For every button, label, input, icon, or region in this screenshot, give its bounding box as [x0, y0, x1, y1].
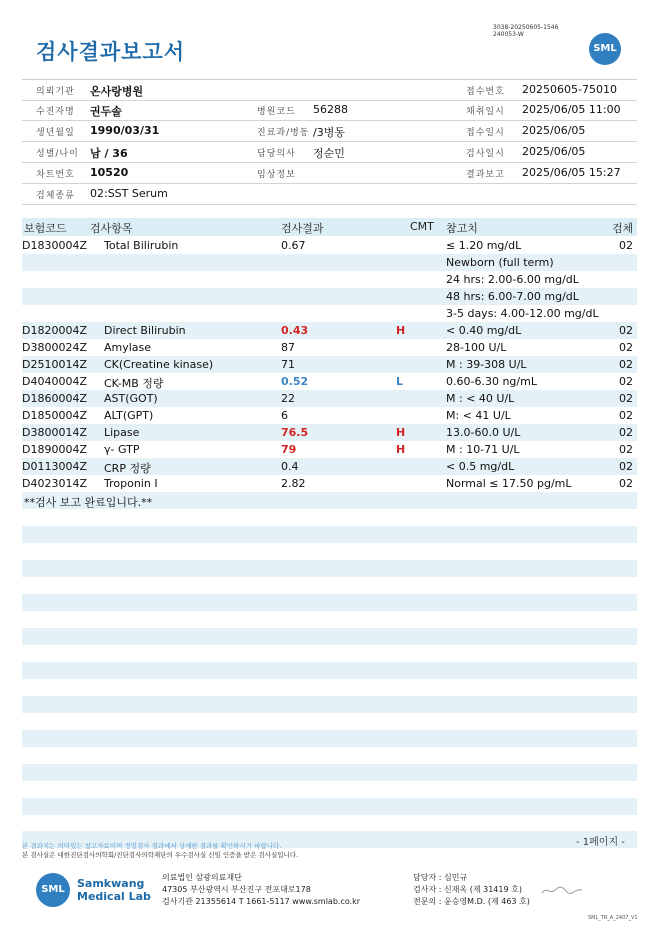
- row-reference: ≤ 1.20 mg/dL: [446, 239, 522, 252]
- doctor-value: 정순민: [313, 147, 345, 160]
- row-reference: Newborn (full term): [446, 256, 554, 269]
- row-test-name: ALT(GPT): [104, 409, 154, 422]
- row-test-name: Lipase: [104, 426, 140, 439]
- table-row: [22, 390, 637, 407]
- header-reference: 참고치: [446, 222, 478, 235]
- info-row-sex-age: [22, 142, 637, 163]
- table-row: [22, 339, 637, 356]
- table-row: [22, 288, 637, 305]
- row-test-name: CK(Creatine kinase): [104, 358, 214, 371]
- row-result: 22: [281, 392, 295, 405]
- row-reference: M : 10-71 U/L: [446, 443, 520, 456]
- row-flag: H: [396, 324, 406, 337]
- row-reference: < 0.5 mg/dL: [446, 460, 515, 473]
- specialist-value: 윤승영M.D. (제 463 호): [443, 897, 530, 906]
- examiner-value: 신재옥 (제 31419 호): [443, 885, 522, 894]
- row-code: D1890004Z: [22, 443, 87, 456]
- info-row-hospital: [22, 79, 637, 101]
- row-code: D0113004Z: [22, 460, 87, 473]
- specimen-label: 검체종류: [36, 191, 75, 201]
- row-code: D3800014Z: [22, 426, 87, 439]
- form-version: SML_TR_A_2407_V1: [588, 915, 638, 921]
- specimen-value: 02:SST Serum: [90, 187, 168, 200]
- receipt-no-label: 접수번호: [466, 87, 505, 97]
- document-id-line2: 240053-W: [493, 31, 524, 38]
- name-value: 권두솔: [90, 105, 122, 118]
- document-id-line1: 3038-20250605-1546: [493, 24, 559, 31]
- row-reference: M: < 41 U/L: [446, 409, 511, 422]
- row-specimen: 02: [619, 392, 633, 405]
- row-specimen: 02: [619, 426, 633, 439]
- table-row: [22, 254, 637, 271]
- specialist-label: 전문의 :: [413, 897, 442, 906]
- hospital-value: 온사랑병원: [90, 85, 144, 98]
- header-test-name: 검사항목: [90, 222, 133, 235]
- row-specimen: 02: [619, 460, 633, 473]
- handler-value: 심민규: [443, 873, 468, 882]
- row-code: D4040004Z: [22, 375, 87, 388]
- row-flag: H: [396, 443, 406, 456]
- row-result: 0.52: [281, 375, 309, 388]
- dept-value: /3병동: [313, 126, 345, 139]
- row-reference: 13.0-60.0 U/L: [446, 426, 521, 439]
- header-specimen: 검체: [612, 222, 634, 235]
- row-result: 6: [281, 409, 288, 422]
- row-result: 0.43: [281, 324, 309, 337]
- info-row-specimen: [22, 184, 637, 205]
- row-result: 79: [281, 443, 297, 456]
- row-code: D1850004Z: [22, 409, 87, 422]
- table-row: [22, 458, 637, 475]
- table-row: [22, 407, 637, 424]
- org-contact: 검사기관 21355614 T 1661-5117 www.smlab.co.kr: [162, 897, 361, 906]
- table-row: [22, 373, 637, 390]
- row-result: 87: [281, 341, 295, 354]
- info-row-chart: [22, 163, 637, 184]
- empty-band: [22, 628, 637, 645]
- row-reference: M : 39-308 U/L: [446, 358, 527, 371]
- empty-band: [22, 662, 637, 679]
- row-code: D3800024Z: [22, 341, 87, 354]
- header-code: 보험코드: [24, 222, 67, 235]
- header-cmt: CMT: [410, 220, 434, 233]
- row-result: 0.67: [281, 239, 306, 252]
- footer-notice-2: 본 검사실은 대한진단검사의학회/진단검사의학재단의 우수검사실 신임 인증을 받은 검사실입니다.: [22, 851, 299, 859]
- completion-note: **검사 보고 완료입니다.**: [24, 496, 153, 509]
- collected-value: 2025/06/05 11:00: [522, 103, 621, 116]
- row-specimen: 02: [619, 443, 633, 456]
- sml-logo: SML: [589, 33, 621, 65]
- row-reference: 0.60-6.30 ng/mL: [446, 375, 537, 388]
- footer-brand: [77, 877, 151, 903]
- table-row: [22, 441, 637, 458]
- row-reference: 3-5 days: 4.00-12.00 mg/dL: [446, 307, 599, 320]
- table-row: [22, 424, 637, 441]
- staff-info: [413, 872, 530, 908]
- row-specimen: 02: [619, 375, 633, 388]
- name-label: 수진자명: [36, 107, 75, 117]
- row-reference: 28-100 U/L: [446, 341, 507, 354]
- info-row-name: [22, 100, 637, 121]
- row-reference: M : < 40 U/L: [446, 392, 515, 405]
- table-row: [22, 475, 637, 492]
- table-row: [22, 271, 637, 288]
- info-row-dob: [22, 121, 637, 142]
- handler-label: 담당자 :: [413, 873, 442, 882]
- clinical-label: 임상정보: [257, 170, 296, 180]
- empty-band: [22, 764, 637, 781]
- row-specimen: 02: [619, 324, 633, 337]
- chart-no-value: 10520: [90, 166, 129, 179]
- row-result: 71: [281, 358, 295, 371]
- reported-label: 결과보고: [466, 170, 505, 180]
- org-name: 의료법인 삼광의료재단: [162, 873, 242, 882]
- empty-band: [22, 696, 637, 713]
- dob-label: 생년월일: [36, 128, 75, 138]
- row-specimen: 02: [619, 409, 633, 422]
- row-test-name: Amylase: [104, 341, 152, 354]
- row-code: D1820004Z: [22, 324, 87, 337]
- row-test-name: γ- GTP: [104, 443, 140, 456]
- row-flag: H: [396, 426, 406, 439]
- chart-no-label: 차트번호: [36, 170, 75, 180]
- hospital-label: 의뢰기관: [36, 87, 75, 97]
- row-result: 76.5: [281, 426, 309, 439]
- brand-line-1: Samkwang: [77, 877, 145, 890]
- received-label: 접수일시: [466, 128, 505, 138]
- page-title: 검사결과보고서: [36, 40, 186, 64]
- row-result: 2.82: [281, 477, 306, 490]
- row-code: D4023014Z: [22, 477, 87, 490]
- row-specimen: 02: [619, 341, 633, 354]
- dept-label: 진료과/병동: [257, 128, 310, 138]
- empty-band: [22, 730, 637, 747]
- receipt-no-value: 20250605-75010: [522, 83, 617, 96]
- reported-value: 2025/06/05 15:27: [522, 166, 621, 179]
- row-test-name: Total Bilirubin: [104, 239, 179, 252]
- row-flag: L: [396, 375, 404, 388]
- page-number: - 1페이지 -: [576, 837, 625, 848]
- org-info: [162, 872, 360, 908]
- brand-line-2: Medical Lab: [77, 890, 151, 903]
- table-row: [22, 305, 637, 322]
- tested-value: 2025/06/05: [522, 145, 586, 158]
- row-result: 0.4: [281, 460, 299, 473]
- table-row: [22, 322, 637, 339]
- row-specimen: 02: [619, 477, 633, 490]
- row-code: D1830004Z: [22, 239, 87, 252]
- empty-band: [22, 526, 637, 543]
- row-reference: Normal ≤ 17.50 pg/mL: [446, 477, 572, 490]
- footer-sml-logo: SML: [36, 873, 70, 907]
- org-address: 47305 부산광역시 부산진구 전포대로178: [162, 885, 311, 894]
- doctor-label: 담당의사: [257, 149, 296, 159]
- row-code: D2510014Z: [22, 358, 87, 371]
- collected-label: 채취일시: [466, 107, 505, 117]
- received-value: 2025/06/05: [522, 124, 586, 137]
- empty-band: [22, 594, 637, 611]
- row-test-name: AST(GOT): [104, 392, 158, 405]
- row-test-name: CRP 정량: [104, 462, 151, 475]
- hospital-code-label: 병원코드: [257, 107, 296, 117]
- table-row: [22, 237, 637, 254]
- table-row: [22, 356, 637, 373]
- row-code: D1860004Z: [22, 392, 87, 405]
- row-test-name: Troponin I: [104, 477, 158, 490]
- row-reference: 48 hrs: 6.00-7.00 mg/dL: [446, 290, 579, 303]
- row-specimen: 02: [619, 239, 633, 252]
- empty-band: [22, 798, 637, 815]
- sex-age-value: 남 / 36: [90, 147, 128, 160]
- sex-age-label: 성별/나이: [36, 149, 79, 159]
- row-test-name: Direct Bilirubin: [104, 324, 186, 337]
- footer-notice-1: 본 결과지는 의미있는 참고자료이며 정밀검사 결과에서 상세한 결과를 확인하시기 바랍니다.: [22, 842, 282, 850]
- tested-label: 검사일시: [466, 149, 505, 159]
- header-result: 검사결과: [281, 222, 324, 235]
- row-reference: 24 hrs: 2.00-6.00 mg/dL: [446, 273, 579, 286]
- examiner-label: 검사자 :: [413, 885, 442, 894]
- row-reference: < 0.40 mg/dL: [446, 324, 522, 337]
- empty-band: [22, 560, 637, 577]
- dob-value: 1990/03/31: [90, 124, 160, 137]
- completion-note-row: [22, 492, 637, 509]
- hospital-code-value: 56288: [313, 103, 348, 116]
- row-test-name: CK-MB 정량: [104, 377, 164, 390]
- signature-mark: [541, 884, 583, 899]
- document-id: [493, 24, 558, 38]
- results-table-header: [22, 218, 637, 236]
- row-specimen: 02: [619, 358, 633, 371]
